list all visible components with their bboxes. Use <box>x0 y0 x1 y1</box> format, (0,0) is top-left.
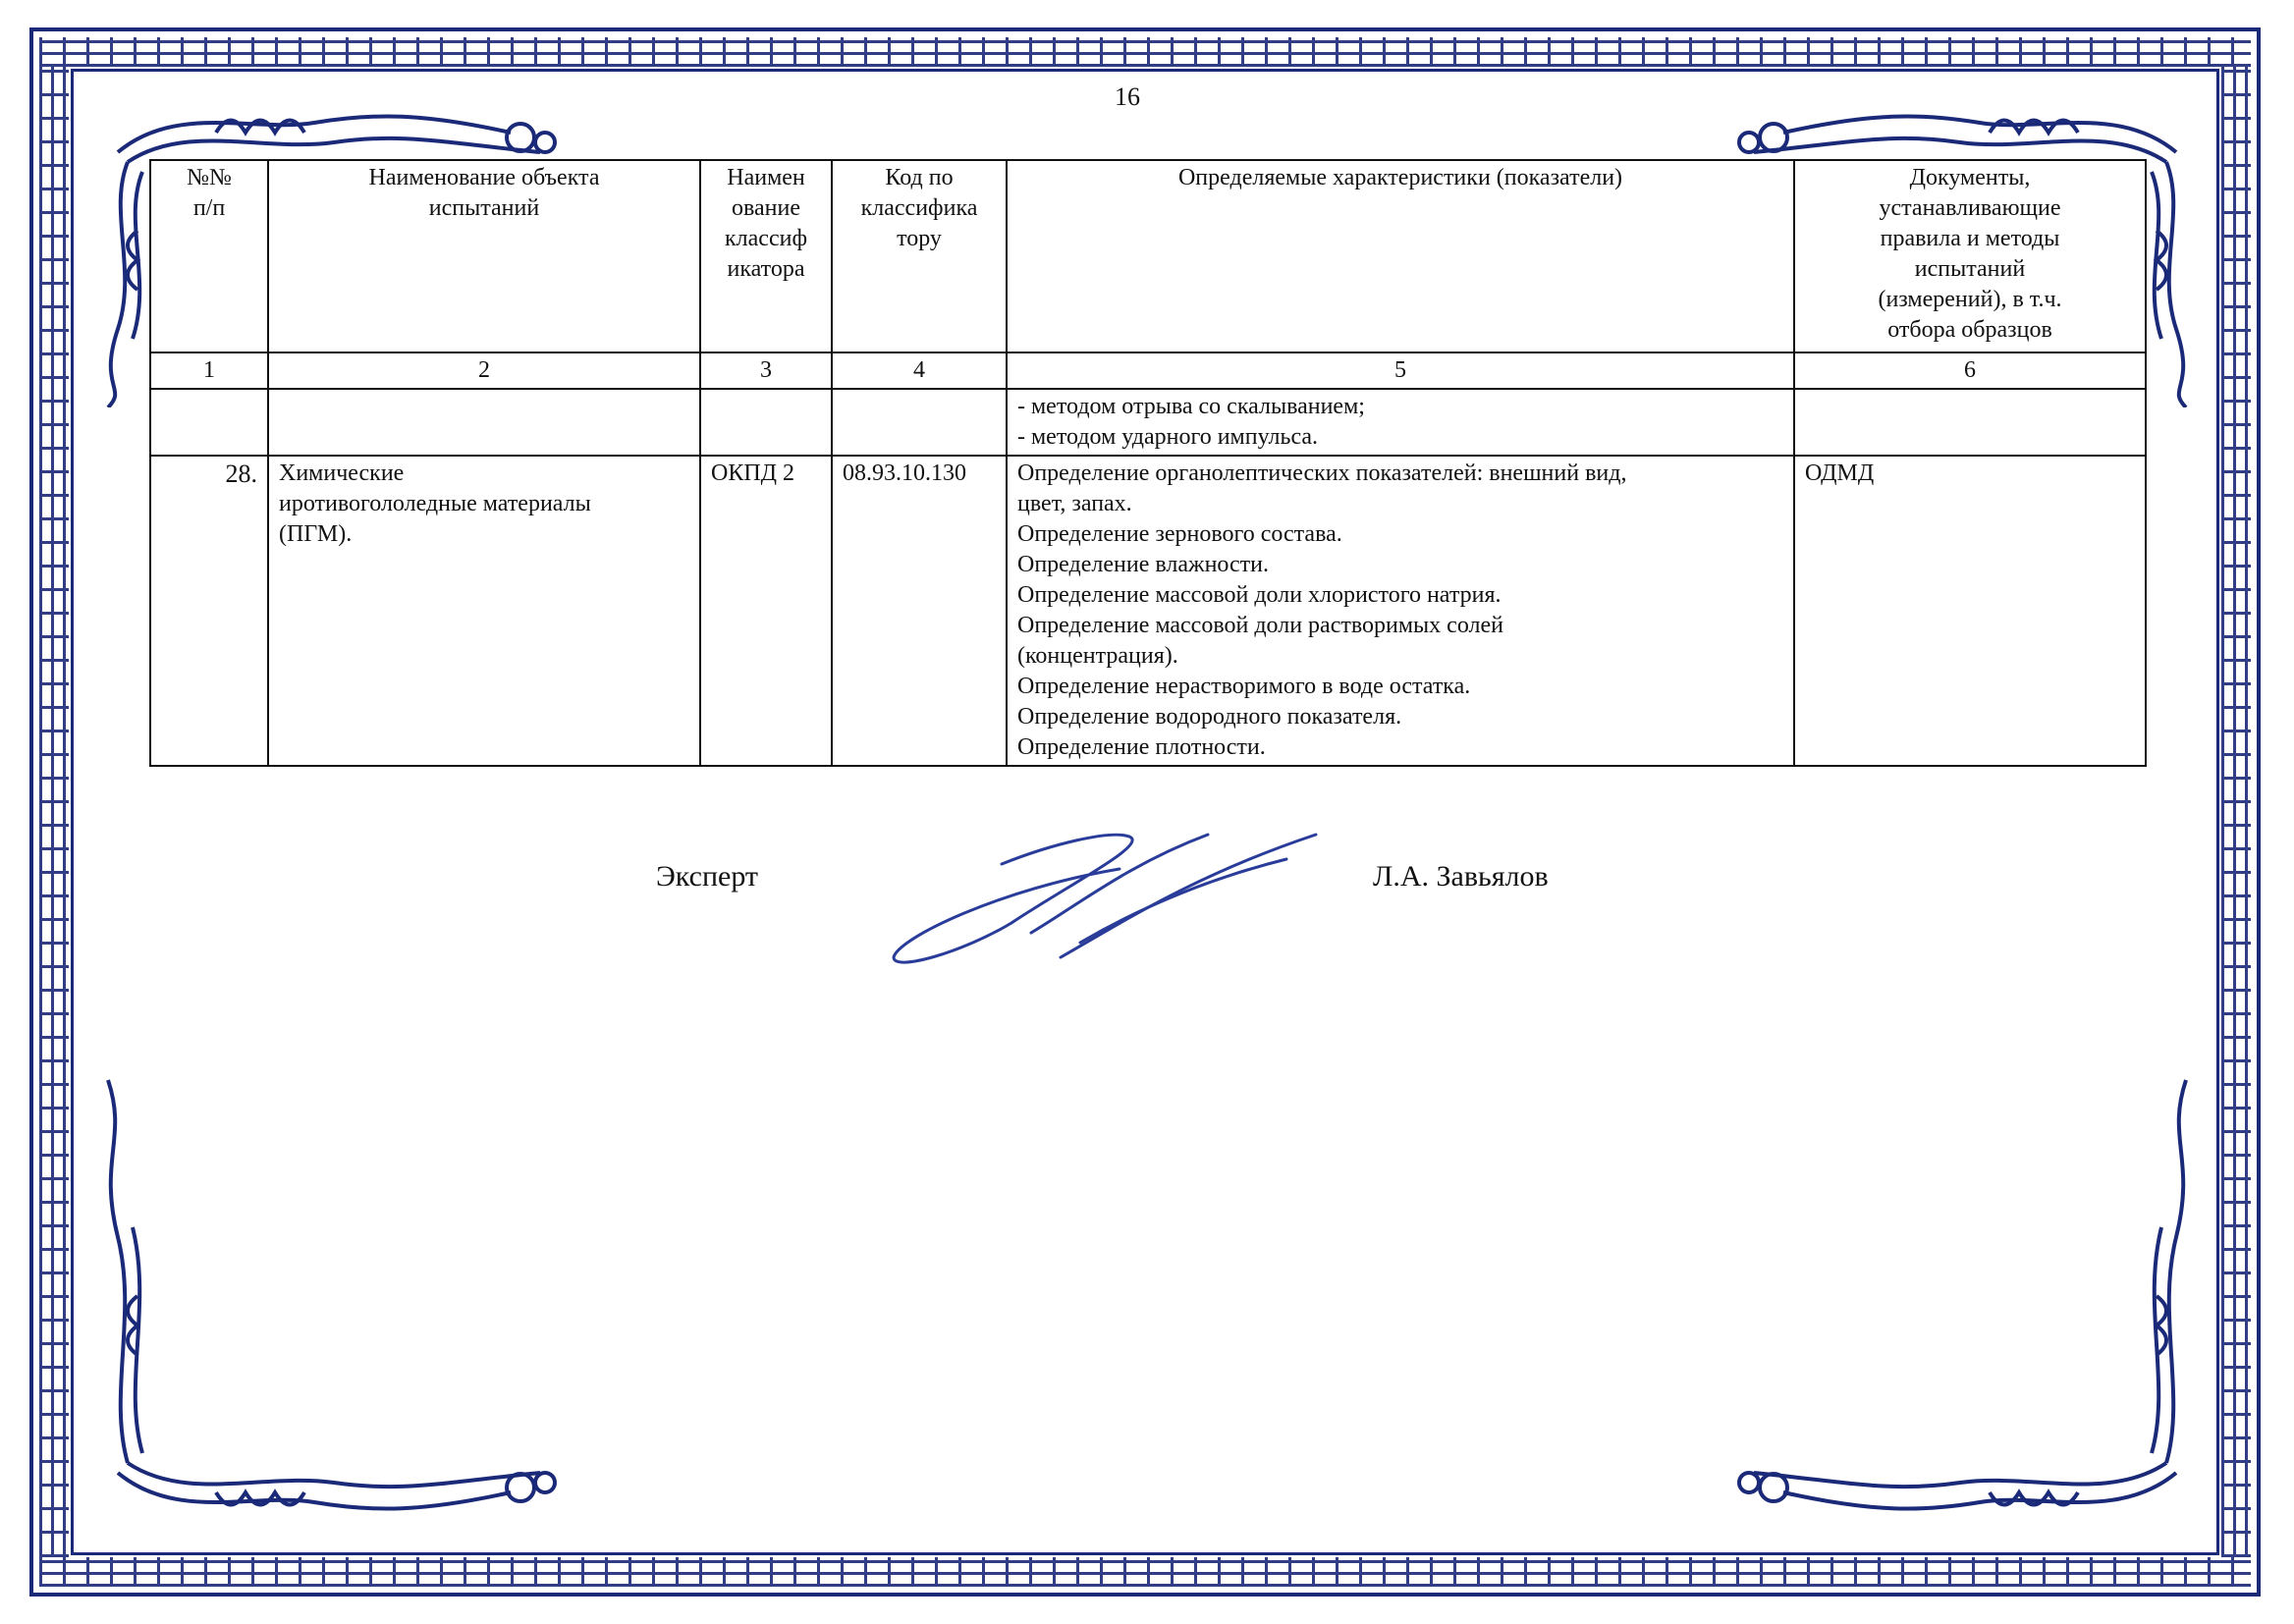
greek-key-border-left <box>39 67 69 1557</box>
greek-key-border-right <box>2221 67 2251 1557</box>
corner-ornament-bottom-left <box>98 1070 560 1532</box>
characteristic-line: Определение нерастворимого в воде остатка. <box>1017 674 1471 699</box>
header-line: отбора образцов <box>1887 317 2052 343</box>
header-test-object <box>268 160 700 352</box>
continuation-characteristics-cell <box>1007 389 1794 456</box>
column-number-row <box>150 352 2146 389</box>
characteristic-line: цвет, запах. <box>1017 491 1132 516</box>
characteristic-line: (концентрация). <box>1017 643 1178 669</box>
header-documents <box>1794 160 2146 352</box>
page-number: 16 <box>1115 82 1140 111</box>
header-line: (измерений), в т.ч. <box>1878 287 2062 312</box>
header-line: Определяемые характеристики (показатели) <box>1177 165 1623 190</box>
expert-role-label: Эксперт <box>656 860 759 893</box>
characteristic-line: - методом ударного импульса. <box>1017 424 1319 450</box>
object-name-line: (ПГМ). <box>279 521 353 547</box>
header-line: испытаний <box>1914 256 2026 282</box>
header-line: правила и методы <box>1880 226 2060 251</box>
header-line: испытаний <box>428 195 540 221</box>
greek-key-border-top <box>39 37 2251 67</box>
characteristic-line: Определение плотности. <box>1017 734 1266 760</box>
characteristic-line: Определение массовой доли хлористого натрия. <box>1017 582 1502 608</box>
characteristic-line: Определение водородного показателя. <box>1017 704 1402 730</box>
header-line: №№ <box>187 165 232 190</box>
header-line: ование <box>731 195 800 221</box>
table-row-continuation <box>150 389 2146 456</box>
classifier-code: 08.93.10.130 <box>832 456 1007 766</box>
characteristic-line: Определение зернового состава. <box>1017 521 1342 547</box>
table-cell <box>268 389 700 456</box>
accreditation-scope-table <box>149 159 2147 767</box>
column-number: 2 <box>268 352 700 389</box>
table-cell <box>700 389 832 456</box>
documents-cell: ОДМД <box>1794 456 2146 766</box>
row-number: 28. <box>150 456 268 766</box>
table-cell <box>832 389 1007 456</box>
column-number: 6 <box>1794 352 2146 389</box>
table-cell <box>150 389 268 456</box>
header-line: классиф <box>725 226 807 251</box>
column-number: 1 <box>150 352 268 389</box>
header-line: устанавливающие <box>1879 195 2061 221</box>
header-item-number <box>150 160 268 352</box>
table-header-row <box>150 160 2146 352</box>
table-cell <box>1794 389 2146 456</box>
expert-name: Л.А. Завьялов <box>1373 860 1549 893</box>
characteristic-line: Определение влажности. <box>1017 552 1269 577</box>
header-line: тору <box>897 226 942 251</box>
characteristic-line: - методом отрыва со скалыванием; <box>1017 394 1365 419</box>
object-name-line: иротивогололедные материалы <box>279 491 591 516</box>
column-number: 3 <box>700 352 832 389</box>
header-line: Наименование объекта <box>368 165 600 190</box>
object-name-line: Химические <box>279 460 405 486</box>
column-number: 5 <box>1007 352 1794 389</box>
classifier-name: ОКПД 2 <box>700 456 832 766</box>
header-line: Наимен <box>727 165 805 190</box>
header-line: Документы, <box>1909 165 2031 190</box>
table-row-28 <box>150 456 2146 766</box>
header-classifier-code <box>832 160 1007 352</box>
header-characteristics <box>1007 160 1794 352</box>
characteristic-line: Определение массовой доли растворимых солей <box>1017 613 1503 638</box>
header-line: классифика <box>860 195 978 221</box>
header-classifier-name <box>700 160 832 352</box>
test-object-name <box>268 456 700 766</box>
header-line: икатора <box>727 256 805 282</box>
greek-key-border-bottom <box>39 1557 2251 1587</box>
header-line: п/п <box>192 195 226 221</box>
header-line: Код по <box>885 165 954 190</box>
handwritten-signature <box>884 825 1326 972</box>
characteristics-cell <box>1007 456 1794 766</box>
column-number: 4 <box>832 352 1007 389</box>
characteristic-line: Определение органолептических показателей: внешний вид, <box>1017 460 1627 486</box>
corner-ornament-bottom-right <box>1734 1070 2196 1532</box>
